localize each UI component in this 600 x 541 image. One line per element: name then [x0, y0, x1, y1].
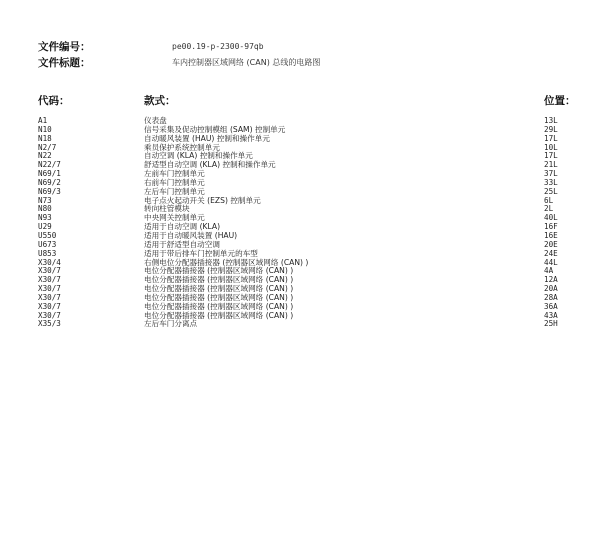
component-name: 电位分配器插接器 (控制器区域网络 (CAN) ): [144, 284, 294, 294]
list-item: [38, 285, 583, 294]
component-code: N22/7: [38, 160, 61, 170]
component-name: 左后车门控制单元: [144, 186, 205, 196]
document-number-label: 文件编号：: [38, 41, 91, 53]
list-item: [38, 179, 583, 188]
component-name: 电位分配器插接器 (控制器区域网络 (CAN) ): [144, 292, 294, 302]
list-item: [38, 303, 583, 312]
component-name: 电位分配器插接器 (控制器区域网络 (CAN) ): [144, 301, 294, 311]
component-code: A1: [38, 116, 48, 125]
document-title-value: 车内控制器区域网络 (CAN) 总线的电路图: [172, 58, 321, 67]
component-code: U853: [38, 248, 57, 258]
component-name: 电位分配器插接器 (控制器区域网络 (CAN) ): [144, 310, 294, 320]
component-position: 44L: [544, 257, 558, 267]
component-code: N73: [38, 195, 52, 205]
component-code: N69/2: [38, 177, 61, 187]
component-position: 6L: [544, 195, 554, 205]
component-code: N2/7: [38, 142, 57, 152]
component-position: 33L: [544, 177, 558, 187]
column-header-code: 代码：: [38, 95, 70, 107]
component-position: 20A: [544, 284, 558, 294]
document-number-row: [38, 40, 578, 54]
component-name: 中央网关控制单元: [144, 213, 205, 223]
document-title-row: [38, 56, 578, 70]
component-position: 17L: [544, 133, 558, 143]
component-name: 电位分配器插接器 (控制器区域网络 (CAN) ): [144, 275, 294, 285]
component-name: 左前车门控制单元: [144, 169, 205, 179]
component-position: 4A: [544, 266, 554, 276]
component-name: 左后车门分离点: [144, 319, 198, 329]
list-item: [38, 161, 583, 170]
component-code: N10: [38, 124, 52, 134]
column-header-name: 款式：: [144, 95, 176, 107]
component-position: 43A: [544, 310, 558, 320]
component-name: 适用于自动暖风装置 (HAU): [144, 230, 238, 240]
component-code: N22: [38, 151, 52, 161]
component-name: 乘员保护系统控制单元: [144, 142, 220, 152]
component-position: 10L: [544, 142, 558, 152]
component-code: N18: [38, 133, 52, 143]
list-item: [38, 197, 583, 206]
list-item: [38, 241, 583, 250]
component-name: 仪表盘: [144, 116, 167, 125]
component-position: 21L: [544, 160, 558, 170]
component-position: 36A: [544, 301, 558, 311]
component-position: 29L: [544, 124, 558, 134]
column-header-position: 位置：: [544, 95, 576, 107]
list-item: [38, 276, 583, 285]
list-item: [38, 188, 583, 197]
component-position: 16E: [544, 230, 558, 240]
component-code: X30/7: [38, 284, 61, 294]
component-position: 40L: [544, 213, 558, 223]
list-item: [38, 135, 583, 144]
component-code: N69/3: [38, 186, 61, 196]
component-code: X30/7: [38, 310, 61, 320]
component-position: 17L: [544, 151, 558, 161]
component-position: 16F: [544, 222, 558, 232]
component-position: 13L: [544, 116, 558, 125]
document-number-value: pe00.19-p-2300-97qb: [172, 42, 264, 51]
component-code: N80: [38, 204, 52, 214]
component-position: 25L: [544, 186, 558, 196]
component-name: 右前车门控制单元: [144, 177, 205, 187]
component-name: 适用于带后排车门控制单元的车型: [144, 248, 258, 258]
list-item: [38, 152, 583, 161]
component-name: 右侧电位分配器插接器 (控制器区域网络 (CAN) ): [144, 257, 309, 267]
list-item: [38, 267, 583, 276]
list-item: [38, 294, 583, 303]
component-position: 20E: [544, 239, 558, 249]
list-item: [38, 259, 583, 268]
component-name: 电位分配器插接器 (控制器区域网络 (CAN) ): [144, 266, 294, 276]
list-item: [38, 312, 583, 321]
component-name: 电子点火起动开关 (EZS) 控制单元: [144, 195, 261, 205]
component-code: X30/7: [38, 266, 61, 276]
component-name: 适用于舒适型自动空调: [144, 239, 220, 249]
component-position: 12A: [544, 275, 558, 285]
component-code: N93: [38, 213, 52, 223]
component-code: X30/7: [38, 275, 61, 285]
component-code: X30/4: [38, 257, 61, 267]
document-title-label: 文件标题：: [38, 57, 91, 69]
component-code: X35/3: [38, 319, 61, 329]
component-position: 25H: [544, 319, 558, 329]
list-item: [38, 232, 583, 241]
component-code: N69/1: [38, 169, 61, 179]
component-code: U29: [38, 222, 52, 232]
component-code: U673: [38, 239, 57, 249]
list-item: [38, 320, 583, 329]
list-item: [38, 170, 583, 179]
component-code: X30/7: [38, 301, 61, 311]
list-item: [38, 117, 583, 126]
component-name: 自动空调 (KLA) 控制和操作单元: [144, 151, 253, 161]
component-name: 自动暖风装置 (HAU) 控制和操作单元: [144, 133, 270, 143]
component-name: 适用于自动空调 (KLA): [144, 222, 221, 232]
component-list: [38, 117, 583, 329]
component-position: 24E: [544, 248, 558, 258]
list-item: [38, 214, 583, 223]
component-name: 信号采集及促动控制模组 (SAM) 控制单元: [144, 124, 286, 134]
component-position: 37L: [544, 169, 558, 179]
list-item: [38, 250, 583, 259]
list-item: [38, 205, 583, 214]
component-position: 28A: [544, 292, 558, 302]
component-position: 2L: [544, 204, 554, 214]
component-code: X30/7: [38, 292, 61, 302]
list-item: [38, 223, 583, 232]
component-name: 转向柱管模块: [144, 204, 190, 214]
component-name: 舒适型自动空调 (KLA) 控制和操作单元: [144, 160, 276, 170]
list-item: [38, 126, 583, 135]
list-item: [38, 144, 583, 153]
component-code: U550: [38, 230, 57, 240]
